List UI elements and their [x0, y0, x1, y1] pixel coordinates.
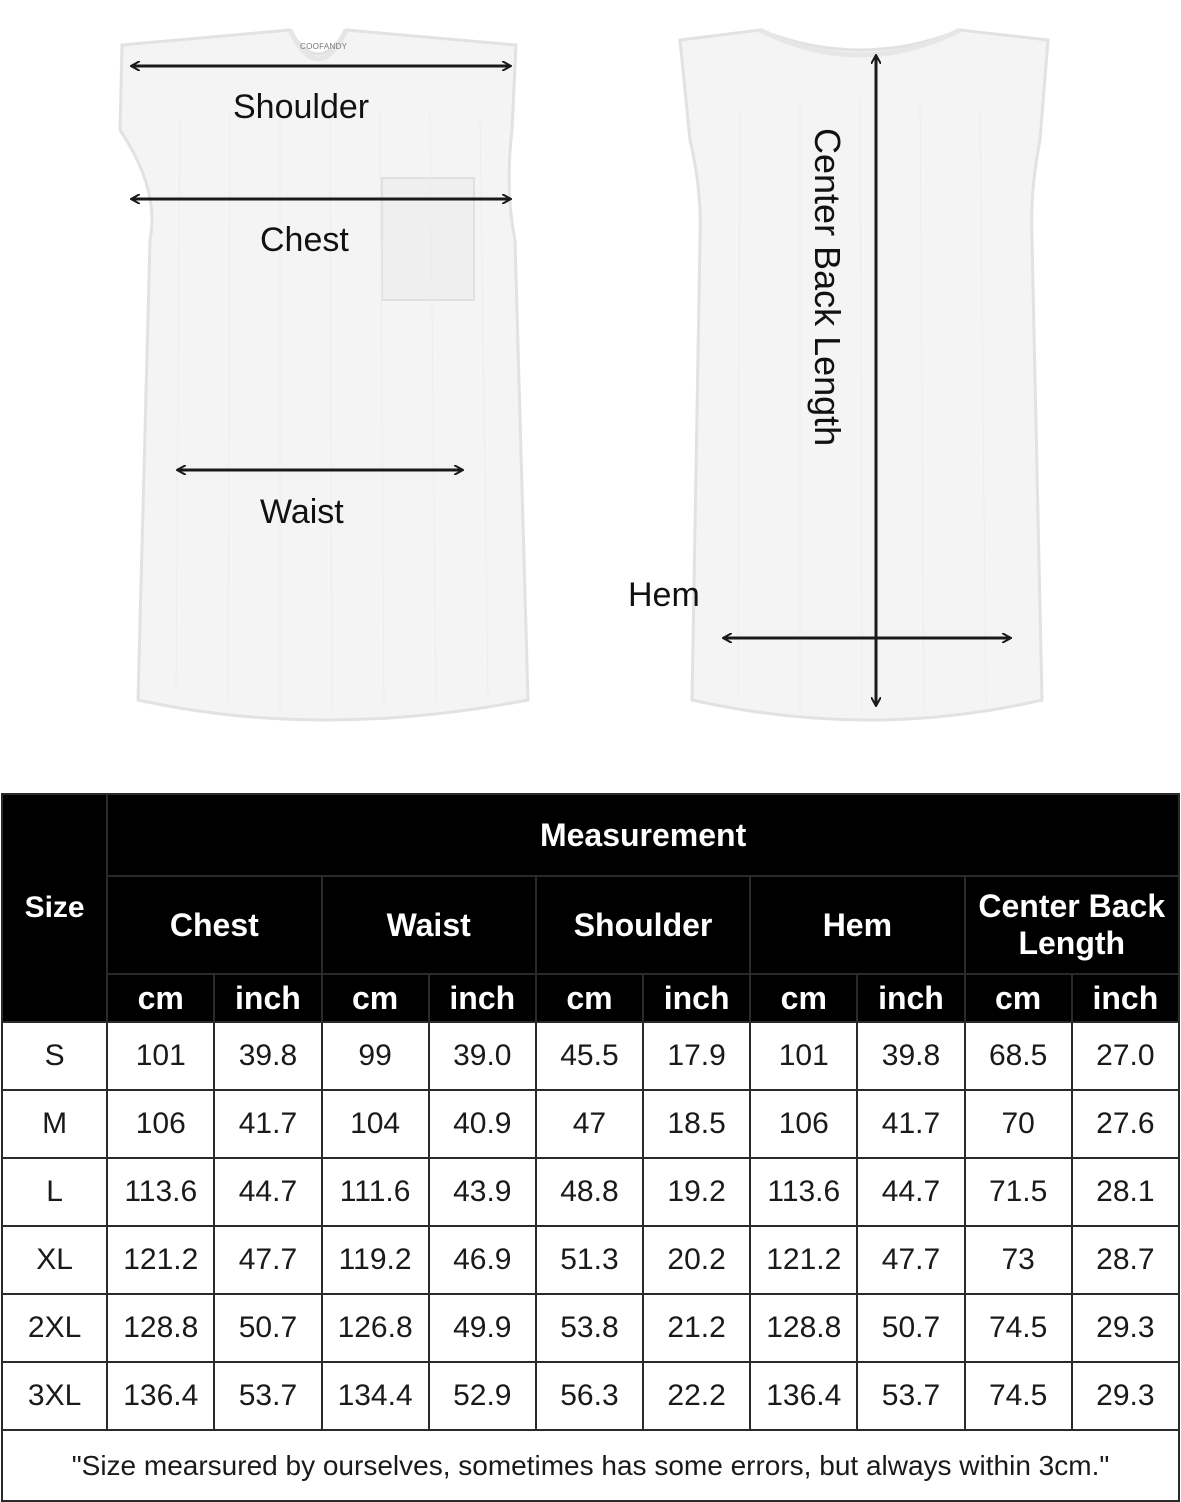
- front-tank-top: [120, 30, 528, 720]
- value-cell: 44.7: [857, 1158, 964, 1226]
- hem-label: Hem: [628, 576, 700, 614]
- value-cell: 53.7: [214, 1362, 321, 1430]
- value-cell: 134.4: [322, 1362, 429, 1430]
- table-row: [2, 1226, 1179, 1294]
- size-cell: 2XL: [2, 1294, 107, 1362]
- unit-inch: inch: [1072, 974, 1179, 1022]
- value-cell: 41.7: [857, 1090, 964, 1158]
- value-cell: 39.8: [857, 1022, 964, 1090]
- table-row: [2, 1362, 1179, 1430]
- size-cell: S: [2, 1022, 107, 1090]
- value-cell: 53.7: [857, 1362, 964, 1430]
- value-cell: 111.6: [322, 1158, 429, 1226]
- value-cell: 29.3: [1072, 1362, 1179, 1430]
- value-cell: 40.9: [429, 1090, 536, 1158]
- value-cell: 121.2: [750, 1226, 857, 1294]
- value-cell: 52.9: [429, 1362, 536, 1430]
- value-cell: 99: [322, 1022, 429, 1090]
- value-cell: 71.5: [965, 1158, 1072, 1226]
- size-header: Size: [2, 794, 107, 1022]
- size-cell: M: [2, 1090, 107, 1158]
- value-cell: 44.7: [214, 1158, 321, 1226]
- size-cell: XL: [2, 1226, 107, 1294]
- value-cell: 41.7: [214, 1090, 321, 1158]
- measurement-header: Measurement: [107, 794, 1179, 876]
- size-cell: 3XL: [2, 1362, 107, 1430]
- value-cell: 68.5: [965, 1022, 1072, 1090]
- value-cell: 28.7: [1072, 1226, 1179, 1294]
- value-cell: 101: [107, 1022, 214, 1090]
- unit-inch: inch: [643, 974, 750, 1022]
- unit-cm: cm: [965, 974, 1072, 1022]
- value-cell: 70: [965, 1090, 1072, 1158]
- back-tank-top: [680, 30, 1048, 720]
- center-back-length-column-header: Center Back Length: [965, 876, 1179, 974]
- value-cell: 104: [322, 1090, 429, 1158]
- value-cell: 113.6: [107, 1158, 214, 1226]
- shoulder-column-header: Shoulder: [536, 876, 750, 974]
- value-cell: 49.9: [429, 1294, 536, 1362]
- unit-inch: inch: [429, 974, 536, 1022]
- value-cell: 74.5: [965, 1294, 1072, 1362]
- unit-cm: cm: [322, 974, 429, 1022]
- value-cell: 128.8: [107, 1294, 214, 1362]
- value-cell: 47: [536, 1090, 643, 1158]
- value-cell: 39.8: [214, 1022, 321, 1090]
- value-cell: 47.7: [214, 1226, 321, 1294]
- unit-header-row: [2, 974, 1179, 1022]
- value-cell: 18.5: [643, 1090, 750, 1158]
- hem-column-header: Hem: [750, 876, 964, 974]
- table-row: [2, 1022, 1179, 1090]
- unit-cm: cm: [536, 974, 643, 1022]
- value-cell: 136.4: [107, 1362, 214, 1430]
- value-cell: 28.1: [1072, 1158, 1179, 1226]
- value-cell: 22.2: [643, 1362, 750, 1430]
- value-cell: 73: [965, 1226, 1072, 1294]
- value-cell: 17.9: [643, 1022, 750, 1090]
- value-cell: 47.7: [857, 1226, 964, 1294]
- value-cell: 56.3: [536, 1362, 643, 1430]
- unit-cm: cm: [750, 974, 857, 1022]
- unit-inch: inch: [857, 974, 964, 1022]
- table-row: [2, 1158, 1179, 1226]
- value-cell: 20.2: [643, 1226, 750, 1294]
- unit-inch: inch: [214, 974, 321, 1022]
- size-chart-table: [1, 793, 1180, 1502]
- value-cell: 50.7: [857, 1294, 964, 1362]
- value-cell: 48.8: [536, 1158, 643, 1226]
- value-cell: 128.8: [750, 1294, 857, 1362]
- center-back-length-label: Center Back Length: [807, 128, 848, 447]
- size-rows: [2, 1022, 1179, 1430]
- value-cell: 101: [750, 1022, 857, 1090]
- brand-tag: COOFANDY: [300, 42, 348, 51]
- value-cell: 29.3: [1072, 1294, 1179, 1362]
- value-cell: 121.2: [107, 1226, 214, 1294]
- value-cell: 51.3: [536, 1226, 643, 1294]
- value-cell: 136.4: [750, 1362, 857, 1430]
- value-cell: 106: [107, 1090, 214, 1158]
- unit-cm: cm: [107, 974, 214, 1022]
- waist-column-header: Waist: [322, 876, 536, 974]
- chest-column-header: Chest: [107, 876, 321, 974]
- value-cell: 21.2: [643, 1294, 750, 1362]
- value-cell: 27.6: [1072, 1090, 1179, 1158]
- value-cell: 19.2: [643, 1158, 750, 1226]
- value-cell: 45.5: [536, 1022, 643, 1090]
- chest-label: Chest: [260, 221, 349, 259]
- waist-label: Waist: [260, 493, 344, 531]
- value-cell: 106: [750, 1090, 857, 1158]
- measurement-note: "Size mearsured by ourselves, sometimes has some errors, but always within 3cm.": [2, 1430, 1179, 1501]
- value-cell: 119.2: [322, 1226, 429, 1294]
- value-cell: 46.9: [429, 1226, 536, 1294]
- value-cell: 113.6: [750, 1158, 857, 1226]
- value-cell: 43.9: [429, 1158, 536, 1226]
- value-cell: 50.7: [214, 1294, 321, 1362]
- value-cell: 27.0: [1072, 1022, 1179, 1090]
- value-cell: 74.5: [965, 1362, 1072, 1430]
- value-cell: 126.8: [322, 1294, 429, 1362]
- size-cell: L: [2, 1158, 107, 1226]
- note-row: [2, 1430, 1179, 1501]
- table-row: [2, 1294, 1179, 1362]
- value-cell: 53.8: [536, 1294, 643, 1362]
- table-row: [2, 1090, 1179, 1158]
- shoulder-label: Shoulder: [233, 88, 370, 126]
- value-cell: 39.0: [429, 1022, 536, 1090]
